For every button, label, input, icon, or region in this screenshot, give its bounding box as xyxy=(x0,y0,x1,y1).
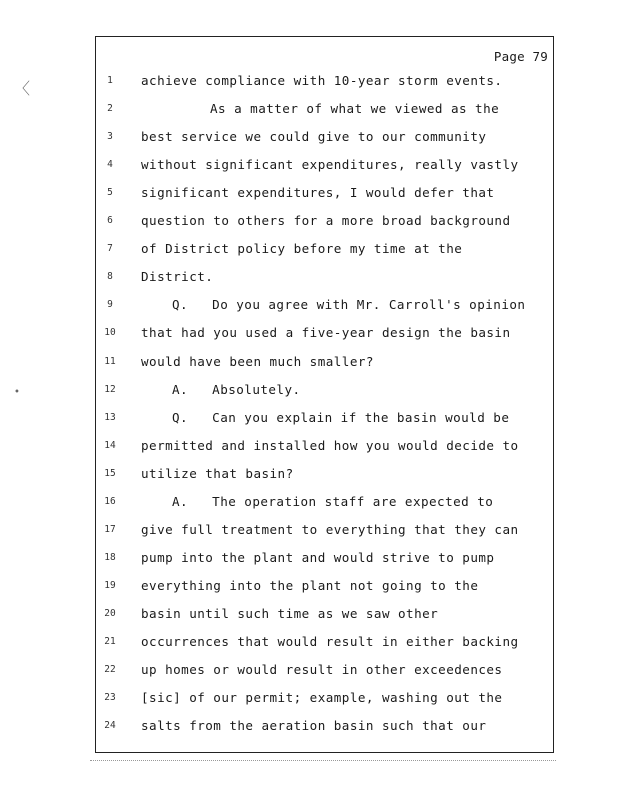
line-text: salts from the aeration basin such that our xyxy=(141,718,487,734)
line-text: question to others for a more broad background xyxy=(141,213,511,229)
line-number: 24 xyxy=(104,720,116,732)
margin-mark: • xyxy=(14,387,20,398)
line-number: 10 xyxy=(104,327,116,339)
line-number: 6 xyxy=(107,215,113,227)
transcript-line xyxy=(0,437,618,459)
line-number: 8 xyxy=(107,271,113,283)
line-number: 20 xyxy=(104,607,116,619)
line-text: of District policy before my time at the xyxy=(141,241,463,257)
transcript-line xyxy=(0,633,618,655)
transcript-line xyxy=(0,381,618,403)
transcript-line xyxy=(0,156,618,178)
line-number: 19 xyxy=(104,579,116,591)
line-text: without significant expenditures, really vastly xyxy=(141,157,519,173)
transcript-line xyxy=(0,493,618,515)
transcript-line xyxy=(0,296,618,318)
line-number: 2 xyxy=(107,103,113,115)
transcript-line xyxy=(0,212,618,234)
transcript-line xyxy=(0,521,618,543)
line-text: utilize that basin? xyxy=(141,465,294,481)
line-text: would have been much smaller? xyxy=(141,353,374,369)
transcript-line xyxy=(0,549,618,571)
margin-mark: 〈 xyxy=(14,79,31,98)
line-number: 17 xyxy=(104,523,116,535)
line-number: 11 xyxy=(104,355,116,367)
line-number: 13 xyxy=(104,411,116,423)
line-text: best service we could give to our community xyxy=(141,129,487,145)
line-number: 9 xyxy=(107,299,113,311)
line-number: 5 xyxy=(107,187,113,199)
line-text: significant expenditures, I would defer that xyxy=(141,185,495,201)
line-text: occurrences that would result in either backing xyxy=(141,634,519,649)
line-text: permitted and installed how you would decide to xyxy=(141,437,519,453)
transcript-line xyxy=(0,72,618,94)
line-text: [sic] of our permit; example, washing out the xyxy=(141,690,503,706)
line-text: that had you used a five-year design the basin xyxy=(141,325,511,341)
line-number: 16 xyxy=(104,495,116,507)
line-number: 4 xyxy=(107,159,113,171)
line-text: Q. Do you agree with Mr. Carroll's opinion xyxy=(172,297,526,313)
line-text: Q. Can you explain if the basin would be xyxy=(172,409,510,425)
line-number: 1 xyxy=(107,75,113,86)
transcript-line xyxy=(0,661,618,683)
line-number: 7 xyxy=(107,243,113,255)
transcript-line xyxy=(0,353,618,375)
transcript-line xyxy=(0,268,618,290)
line-text: A. Absolutely. xyxy=(172,381,301,397)
line-number: 21 xyxy=(104,636,116,647)
transcript-line xyxy=(0,605,618,627)
transcript-line xyxy=(0,128,618,150)
transcript-line xyxy=(0,689,618,711)
line-number: 12 xyxy=(104,383,116,395)
line-text: District. xyxy=(141,269,214,285)
line-text: everything into the plant not going to the xyxy=(141,577,479,593)
line-text: up homes or would result in other exceedences xyxy=(141,662,503,678)
transcript-line xyxy=(0,465,618,487)
footer-rule xyxy=(90,760,556,762)
line-text: A. The operation staff are expected to xyxy=(172,493,494,509)
line-text: basin until such time as we saw other xyxy=(141,605,439,621)
line-text: As a matter of what we viewed as the xyxy=(210,101,500,117)
line-number: 18 xyxy=(104,551,116,563)
line-number: 3 xyxy=(107,131,113,143)
line-number: 22 xyxy=(104,664,116,676)
line-text: give full treatment to everything that they can xyxy=(141,521,519,537)
transcript-line xyxy=(0,240,618,262)
line-text: pump into the plant and would strive to pump xyxy=(141,549,495,565)
line-number: 23 xyxy=(104,692,116,704)
transcript-line xyxy=(0,100,618,122)
line-text: achieve compliance with 10-year storm events. xyxy=(141,73,503,88)
line-number: 15 xyxy=(104,467,116,479)
transcript-line xyxy=(0,184,618,206)
transcript-line xyxy=(0,577,618,599)
transcript-line xyxy=(0,409,618,431)
page-number: Page 79 xyxy=(493,49,548,64)
transcript-line xyxy=(0,717,618,739)
transcript-line xyxy=(0,324,618,346)
line-number: 14 xyxy=(104,439,116,451)
